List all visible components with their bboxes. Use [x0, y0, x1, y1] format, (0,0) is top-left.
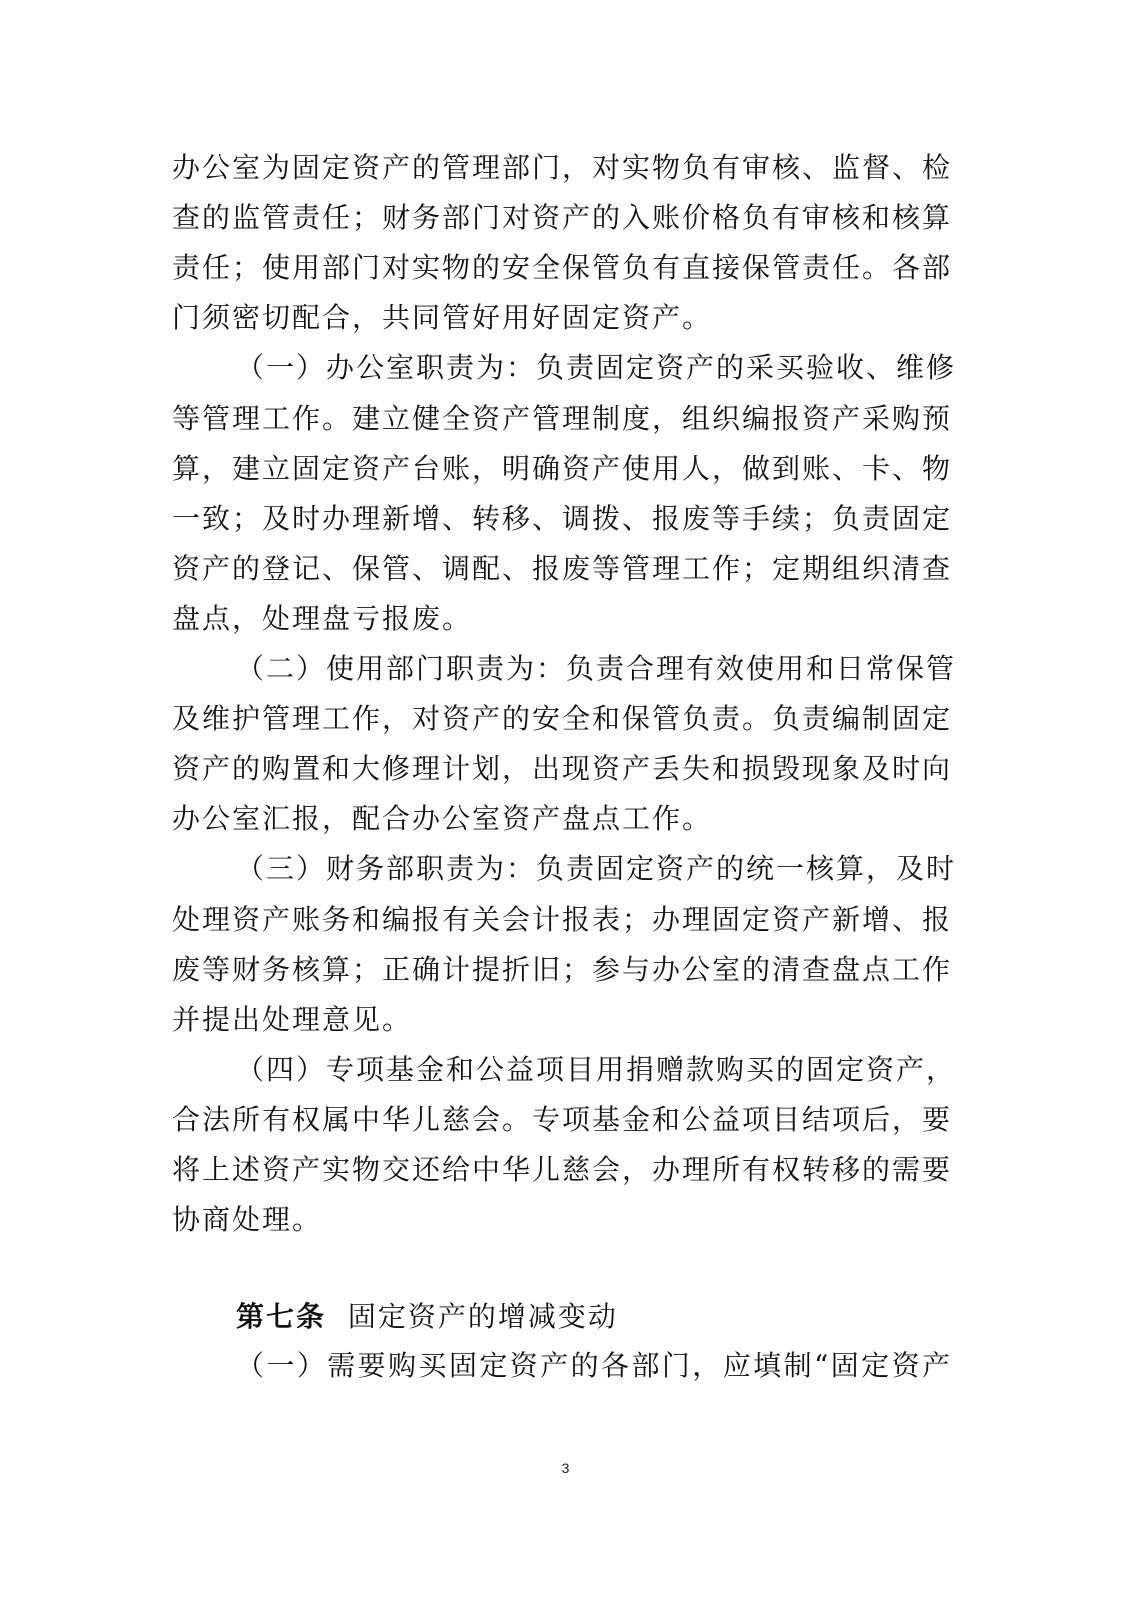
article-heading	[236, 1297, 952, 1337]
paragraph-line: 查的监管责任；财务部门对资产的入账价格负有审核和核算	[172, 201, 953, 235]
paragraph-line: 办公室为固定资产的管理部门，对实物负有审核、监督、检	[172, 151, 953, 184]
paragraph-line: （三）财务部职责为：负责固定资产的统一核算，及时	[236, 852, 957, 886]
paragraph-line: （二）使用部门职责为：负责合理有效使用和日常保管	[236, 652, 957, 685]
article-title: 固定资产的增减变动	[347, 1300, 618, 1333]
paragraph-line: 等管理工作。建立健全资产管理制度，组织编报资产采购预	[172, 401, 953, 435]
paragraph-line: 门须密切配合，共同管好用好固定资产。	[172, 301, 713, 335]
paragraph-line: （四）专项基金和公益项目用捐赠款购买的固定资产，	[236, 1052, 957, 1086]
article-spacer	[326, 1300, 348, 1333]
paragraph-line: 算，建立固定资产台账，明确资产使用人，做到账、卡、物	[172, 451, 953, 485]
paragraph-line: （一）办公室职责为：负责固定资产的采买验收、维修	[236, 351, 957, 385]
paragraph-line: 资产的登记、保管、调配、报废等管理工作；定期组织清查	[172, 551, 953, 585]
paragraph-line: 将上述资产实物交还给中华儿慈会，办理所有权转移的需要	[172, 1153, 953, 1186]
paragraph-line: 并提出处理意见。	[172, 1002, 413, 1036]
paragraph-line: 一致；及时办理新增、转移、调拨、报废等手续；负责固定	[172, 501, 953, 535]
paragraph-line: 责任；使用部门对实物的安全保管负有直接保管责任。各部	[172, 251, 953, 285]
paragraph-line: 盘点，处理盘亏报废。	[172, 601, 473, 635]
paragraph-line-final: （一）需要购买固定资产的各部门，应填制“固定资产	[236, 1349, 952, 1382]
paragraph-line: 办公室汇报，配合办公室资产盘点工作。	[172, 802, 713, 836]
paragraph-line: 及维护管理工作，对资产的安全和保管负责。负责编制固定	[172, 702, 953, 736]
page-number: 3	[561, 1460, 570, 1476]
paragraph-line: 资产的购置和大修理计划，出现资产丢失和损毁现象及时向	[172, 752, 953, 786]
paragraph-line: 废等财务核算；正确计提折旧；参与办公室的清查盘点工作	[172, 952, 953, 986]
paragraph-line: 协商处理。	[172, 1203, 323, 1237]
article-label: 第七条	[236, 1300, 327, 1333]
paragraph-line: 合法所有权属中华儿慈会。专项基金和公益项目结项后，要	[172, 1102, 953, 1136]
paragraph-line: 处理资产账务和编报有关会计报表；办理固定资产新增、报	[172, 902, 953, 936]
